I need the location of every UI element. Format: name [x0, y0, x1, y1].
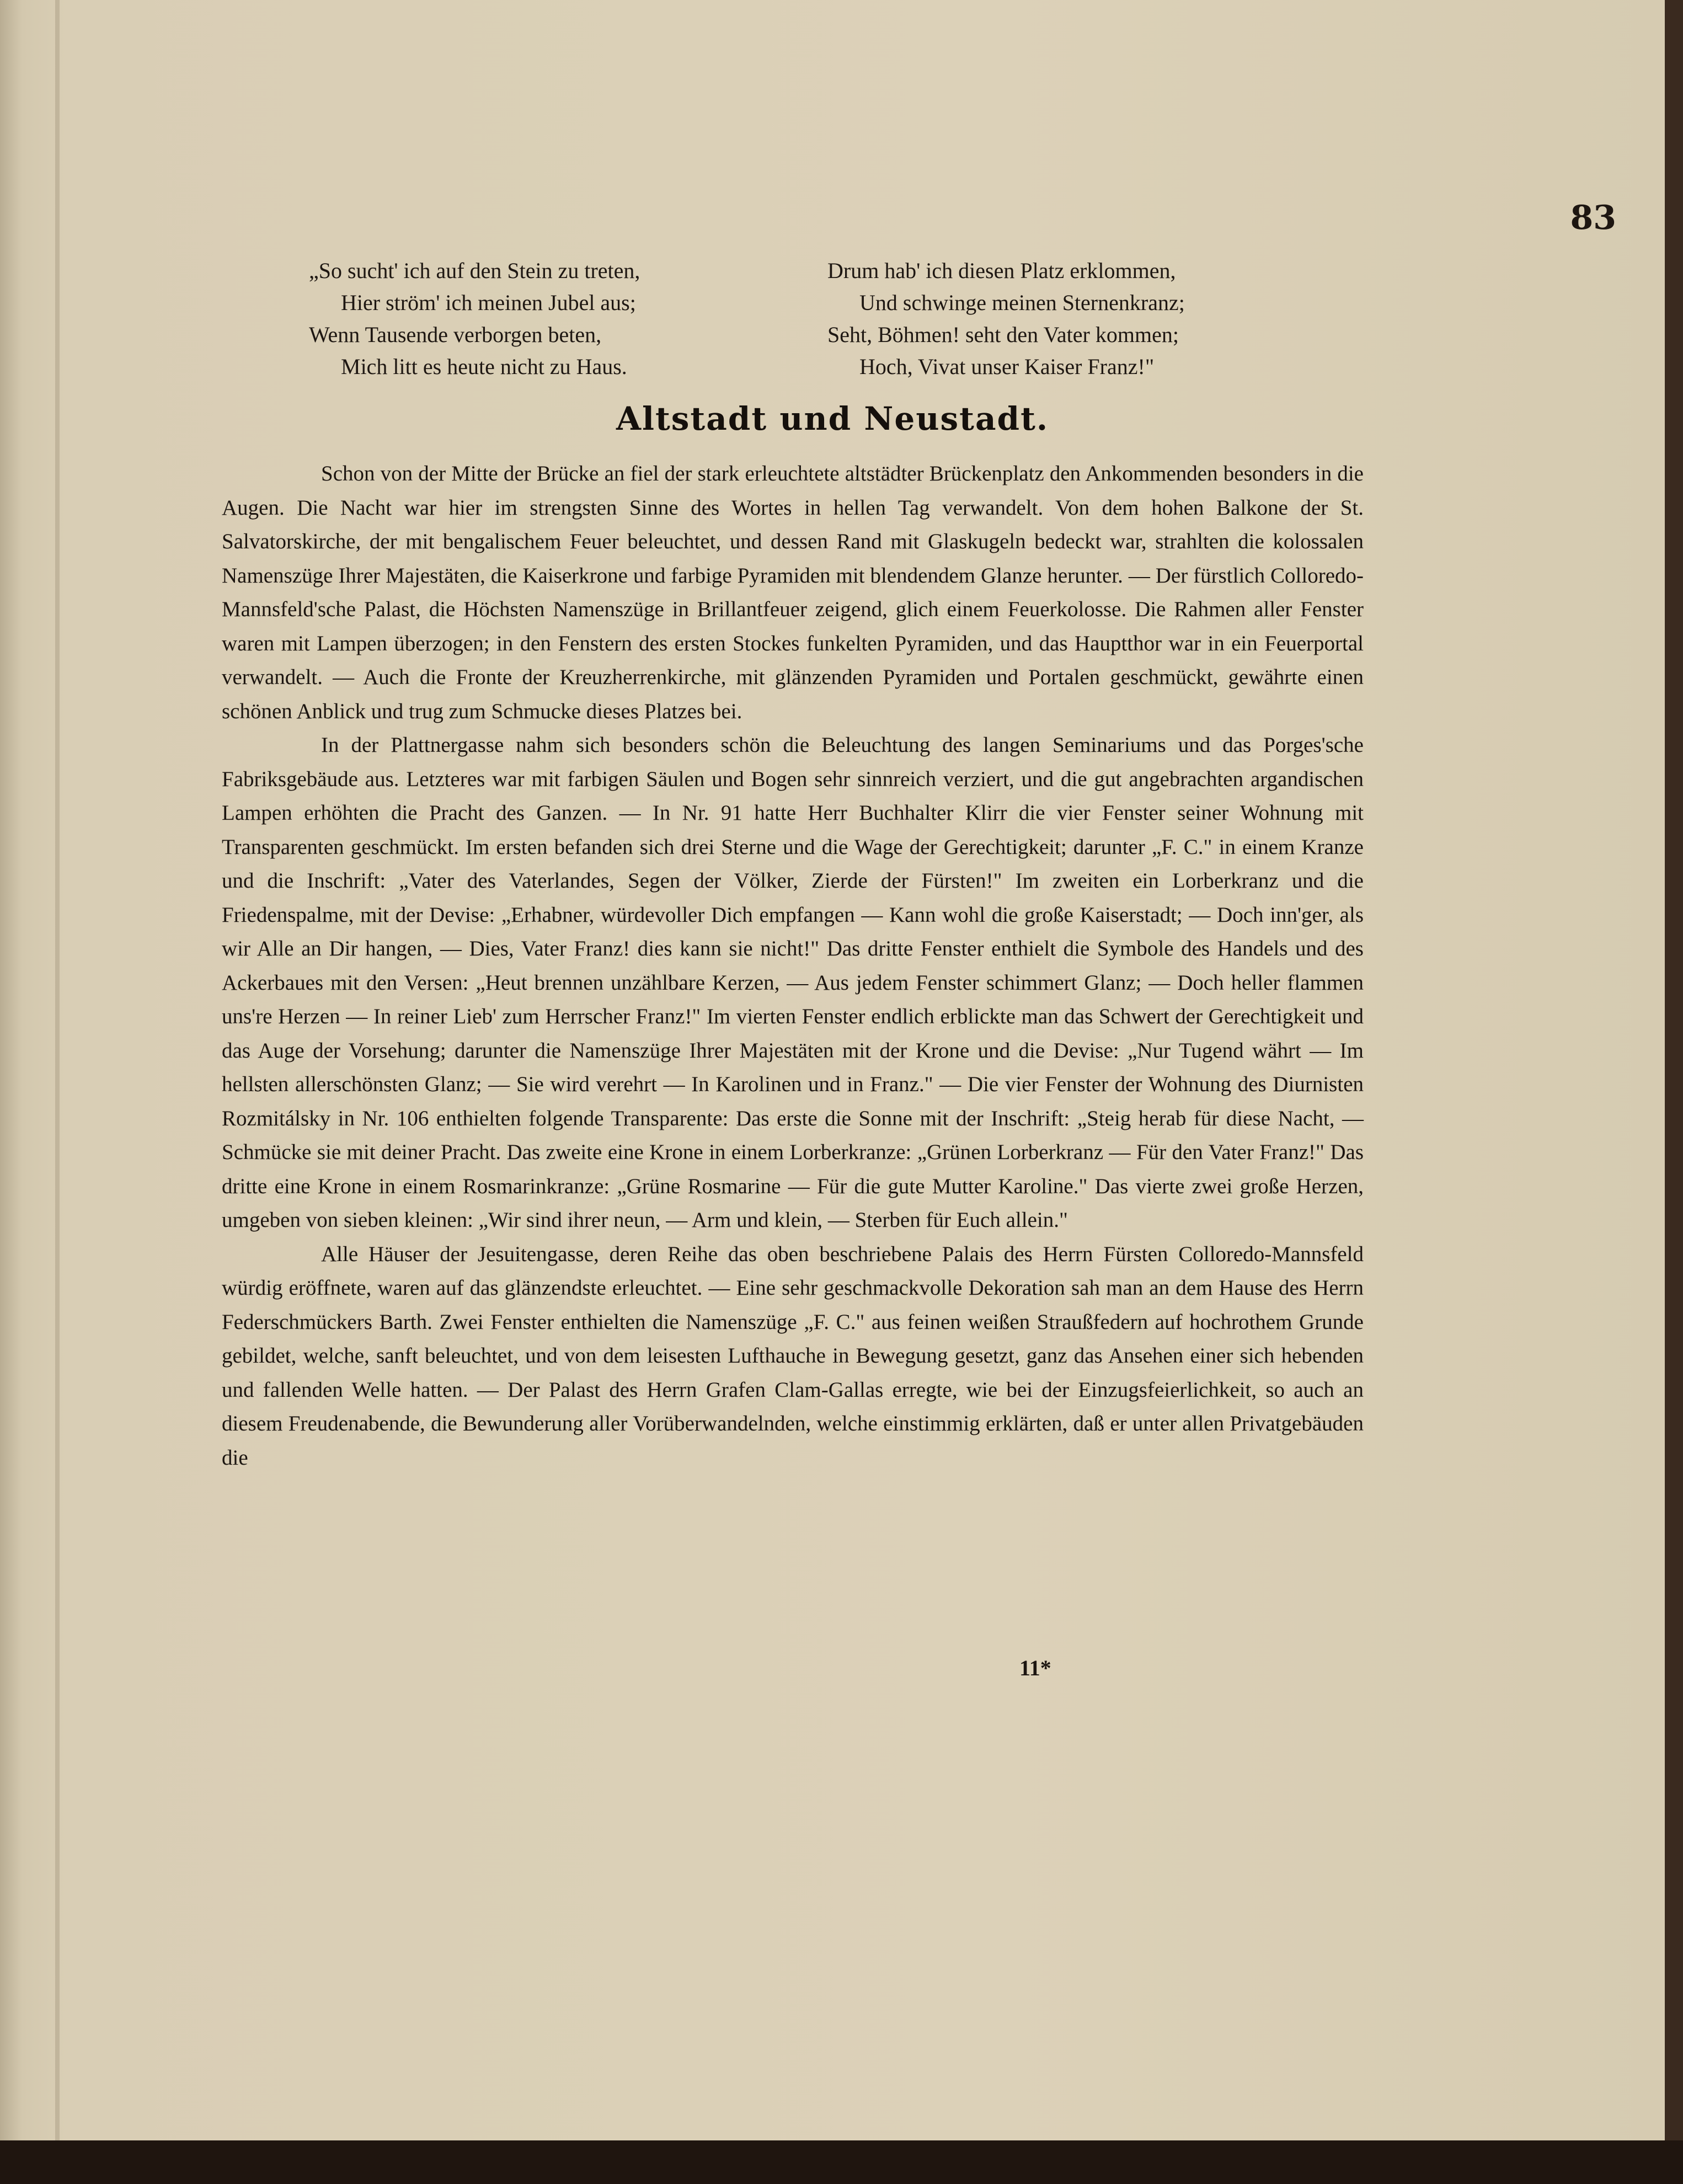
- body-text: [222, 457, 1364, 1475]
- page-gutter-shadow: [55, 0, 60, 2140]
- signature-mark: 11*: [1019, 1656, 1051, 1680]
- poem-line: Seht, Böhmen! seht den Vater kommen;: [827, 322, 1179, 347]
- scan-border-right: [1665, 0, 1683, 2184]
- scan-border-bottom: [0, 2140, 1683, 2184]
- poem: [309, 255, 1280, 383]
- section-heading: Altstadt und Neustadt.: [616, 400, 1049, 437]
- poem-line: Drum hab' ich diesen Platz erklommen,: [827, 258, 1176, 283]
- poem-line: Wenn Tausende verborgen beten,: [309, 322, 602, 347]
- poem-line: Mich litt es heute nicht zu Haus.: [341, 354, 627, 379]
- poem-line: Und schwinge meinen Sternenkranz;: [859, 290, 1185, 315]
- poem-line: „So sucht' ich auf den Stein zu treten,: [309, 258, 640, 283]
- poem-line: Hier ström' ich meinen Jubel aus;: [341, 290, 636, 315]
- paragraph: In der Plattnergasse nahm sich besonders schön die Beleuchtung des langen Seminariums und das Porges'sche Fabriksgebäude aus. Letzteres war mit farbigen Säulen und Bogen sehr sinnreich verziert, und die gut angebrachten argandischen Lampen erhöhten die Pracht des Ganzen. — In Nr. 91 hatte Herr Buchhalter Klirr die vier Fenster seiner Wohnung mit Transparenten geschmückt. Im ersten befanden sich drei Sterne und die Wage der Gerechtigkeit; darunter „F. C." in einem Kranze und die Inschrift: „Vater des Vaterlandes, Segen der Völker, Zierde der Fürsten!" Im zweiten ein Lorberkranz und die Friedenspalme, mit der Devise: „Erhabner, würdevoller Dich empfangen — Kann wohl die große Kaiserstadt; — Doch inn'ger, als wir Alle an Dir hangen, — Dies, Vater Franz! dies kann sie nicht!" Das dritte Fenster enthielt die Symbole des Handels und des Ackerbaues mit den Versen: „Heut brennen unzählbare Kerzen, — Aus jedem Fenster schimmert Glanz; — Doch heller flammen uns're Herzen — In reiner Lieb' zum Herrscher Franz!" Im vierten Fenster endlich erblickte man das Schwert der Gerechtigkeit und das Auge der Vorsehung; darunter die Namenszüge Ihrer Majestäten mit der Krone und die Devise: „Nur Tugend währt — Im hellsten allerschönsten Glanz; — Sie wird verehrt — In Karolinen und in Franz." — Die vier Fenster der Wohnung des Diurnisten Rozmitálsky in Nr. 106 enthielten folgende Transparente: Das erste die Sonne mit der Inschrift: „Steig herab für diese Nacht, — Schmücke sie mit deiner Pracht. Das zweite eine Krone in einem Lorberkranze: „Grünen Lorberkranz — Für den Vater Franz!" Das dritte eine Krone in einem Rosmarinkranze: „Grüne Rosmarine — Für die gute Mutter Karoline." Das vierte zwei große Herzen, umgeben von sieben kleinen: „Wir sind ihrer neun, — Arm und klein, — Sterben für Euch allein.": [222, 733, 1364, 1232]
- poem-stanza-right: [827, 255, 1280, 383]
- poem-line: Hoch, Vivat unser Kaiser Franz!": [859, 354, 1155, 379]
- paragraph: Schon von der Mitte der Brücke an fiel der stark erleuchtete altstädter Brückenplatz den Ankommenden besonders in die Augen. Die Nacht war hier im strengsten Sinne des Wortes in hellen Tag verwandelt. Von dem hohen Balkone der St. Salvatorskirche, der mit bengalischem Feuer beleuchtet, und dessen Rand mit Glaskugeln bedeckt war, strahlten die kolossalen Namenszüge Ihrer Majestäten, die Kaiserkrone und farbige Pyramiden mit blendendem Glanze herunter. — Der fürstlich Colloredo-Mannsfeld'sche Palast, die Höchsten Namenszüge in Brillantfeuer zeigend, glich einem Feuerkolosse. Die Rahmen aller Fenster waren mit Lampen überzogen; in den Fenstern des ersten Stockes funkelten Pyramiden, und das Hauptthor war in ein Feuerportal verwandelt. — Auch die Fronte der Kreuzherrenkirche, mit glänzenden Pyramiden und Portalen geschmückt, gewährte einen schönen Anblick und trug zum Schmucke dieses Platzes bei.: [222, 462, 1364, 723]
- poem-stanza-left: [309, 255, 761, 383]
- page-number: 83: [1570, 199, 1616, 237]
- paragraph: Alle Häuser der Jesuitengasse, deren Reihe das oben beschriebene Palais des Herrn Fürsten Colloredo-Mannsfeld würdig eröffnete, waren auf das glänzendste erleuchtet. — Eine sehr geschmackvolle Dekoration sah man an dem Hause des Herrn Federschmückers Barth. Zwei Fenster enthielten die Namenszüge „F. C." aus feinen weißen Straußfedern auf hochrothem Grunde gebildet, welche, sanft beleuchtet, und von dem leisesten Lufthauche in Bewegung gesetzt, ganz das Ansehen einer sich hebenden und fallenden Welle hatten. — Der Palast des Herrn Grafen Clam-Gallas erregte, wie bei der Einzugsfeierlichkeit, so auch an diesem Freudenabende, die Bewunderung aller Vorüberwandelnden, welche einstimmig erklärten, daß er unter allen Privatgebäuden die: [222, 1242, 1364, 1470]
